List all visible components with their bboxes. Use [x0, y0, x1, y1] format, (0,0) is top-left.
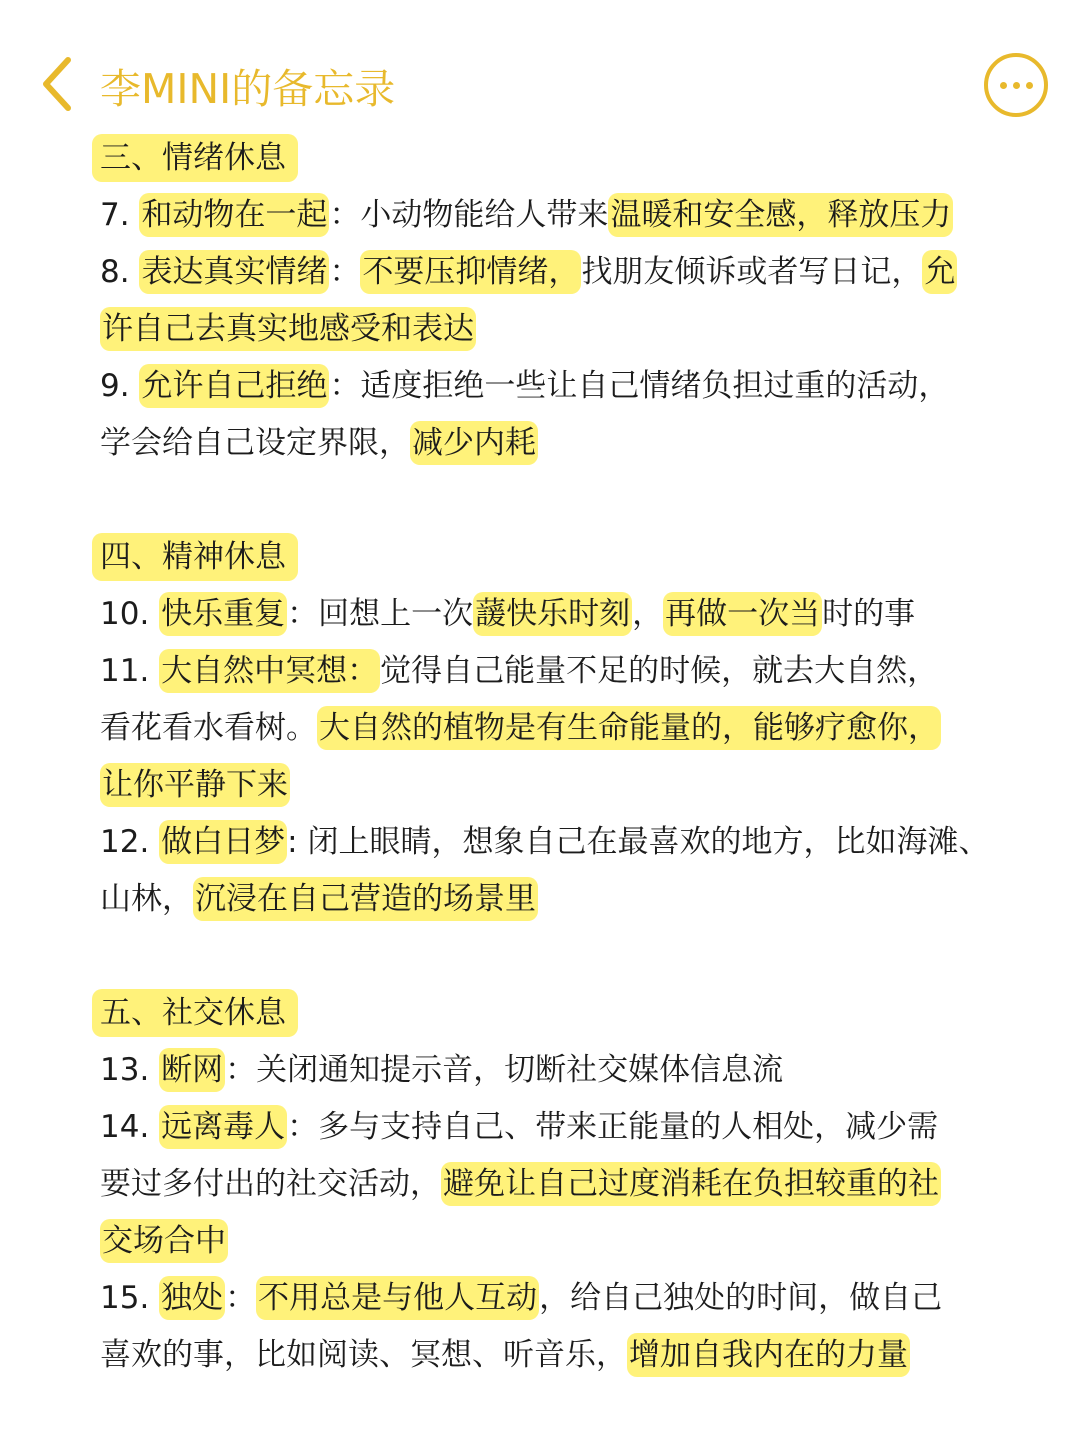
highlighted-text: 五、社交休息 [92, 989, 298, 1037]
section-heading [100, 130, 1010, 187]
text-segment: ：适度拒绝一些让自己情绪负担过重的活动， [329, 368, 950, 404]
highlighted-text: 三、情绪休息 [92, 134, 298, 182]
text-segment: 13. [100, 1052, 160, 1088]
text-segment: 喜欢的事，比如阅读、冥想、听音乐， [100, 1337, 627, 1373]
text-segment: 看花看水看树。 [100, 710, 317, 746]
blank-line [100, 472, 1010, 529]
note-line [100, 814, 1010, 871]
more-button[interactable] [984, 53, 1048, 117]
text-segment: 时的事 [822, 596, 916, 632]
highlighted-text: 避免让自己过度消耗在负担较重的社 [441, 1162, 941, 1206]
note-line [100, 586, 1010, 643]
highlighted-text: 交场合中 [100, 1219, 228, 1263]
more-horizontal-icon [1026, 82, 1033, 89]
highlighted-text: 快乐重复 [159, 592, 287, 636]
more-horizontal-icon [1000, 82, 1007, 89]
note-line [100, 871, 1010, 928]
text-segment: 12. [100, 824, 160, 860]
note-line [100, 1156, 1010, 1213]
highlighted-text: 和动物在一起 [139, 193, 329, 237]
text-segment: ：关闭通知提示音，切断社交媒体信息流 [225, 1052, 784, 1088]
note-line [100, 301, 1010, 358]
note-line [100, 700, 1010, 757]
text-segment: ，给自己独处的时间，做自己 [539, 1280, 943, 1316]
highlighted-text: 允许自己拒绝 [139, 364, 329, 408]
text-segment: ：回想上一次 [287, 596, 474, 632]
highlighted-text: 温暖和安全感，释放压力 [608, 193, 953, 237]
highlighted-text: 远离毒人 [159, 1105, 287, 1149]
text-segment: ：多与支持自己、带来正能量的人相处，减少需 [287, 1109, 939, 1145]
text-segment: 学会给自己设定界限， [100, 425, 410, 461]
section-heading [100, 529, 1010, 586]
note-line [100, 1042, 1010, 1099]
highlighted-text: 沉浸在自己营造的场景里 [193, 877, 538, 921]
note-body[interactable] [100, 130, 1010, 1384]
highlighted-text: 不用总是与他人互动 [256, 1276, 539, 1320]
note-line [100, 244, 1010, 301]
back-button[interactable] [36, 52, 80, 116]
highlighted-text: 大自然中冥想： [159, 649, 380, 693]
highlighted-text: 减少内耗 [410, 421, 538, 465]
text-segment: 9. [100, 368, 140, 404]
highlighted-text: 断网 [159, 1048, 225, 1092]
text-segment: 觉得自己能量不足的时候，就去大自然， [380, 653, 939, 689]
note-line [100, 757, 1010, 814]
note-line [100, 358, 1010, 415]
highlighted-text: 增加自我内在的力量 [627, 1333, 910, 1377]
highlighted-text: 不要压抑情绪， [360, 250, 581, 294]
highlighted-text: 独处 [159, 1276, 225, 1320]
text-segment: 8. [100, 254, 140, 290]
text-segment: ： [225, 1280, 257, 1316]
text-segment: 山林， [100, 881, 193, 917]
page-title: 李MINI的备忘录 [100, 65, 396, 113]
highlighted-text: 再做一次当 [663, 592, 822, 636]
highlighted-text: 表达真实情绪 [139, 250, 329, 294]
note-line [100, 1327, 1010, 1384]
highlighted-text: 四、精神休息 [92, 533, 298, 581]
highlighted-text: 许自己去真实地感受和表达 [100, 307, 476, 351]
navigation-bar [0, 0, 1080, 140]
text-segment: 10. [100, 596, 160, 632]
text-segment: 7. [100, 197, 140, 233]
note-line [100, 1099, 1010, 1156]
more-horizontal-icon [1013, 82, 1020, 89]
note-line [100, 187, 1010, 244]
chevron-left-icon [36, 52, 80, 116]
text-segment: ：小动物能给人带来 [329, 197, 609, 233]
text-segment: 15. [100, 1280, 160, 1316]
note-line [100, 1213, 1010, 1270]
text-segment: 找朋友倾诉或者写日记， [581, 254, 923, 290]
highlighted-text: 允 [922, 250, 957, 294]
text-segment: : 闭上眼睛，想象自己在最喜欢的地方，比如海滩、 [287, 824, 990, 860]
note-line [100, 643, 1010, 700]
text-segment: ， [632, 596, 664, 632]
highlighted-text: 大自然的植物是有生命能量的，能够疗愈你， [317, 706, 941, 750]
text-segment: 14. [100, 1109, 160, 1145]
text-segment: ： [329, 254, 361, 290]
note-line [100, 415, 1010, 472]
text-segment: 11. [100, 653, 160, 689]
text-segment: 要过多付出的社交活动， [100, 1166, 441, 1202]
blank-line [100, 928, 1010, 985]
note-line [100, 1270, 1010, 1327]
highlighted-text: 让你平静下来 [100, 763, 290, 807]
highlighted-text: 蘐快乐时刻 [473, 592, 632, 636]
highlighted-text: 做白日梦 [159, 820, 287, 864]
section-heading [100, 985, 1010, 1042]
